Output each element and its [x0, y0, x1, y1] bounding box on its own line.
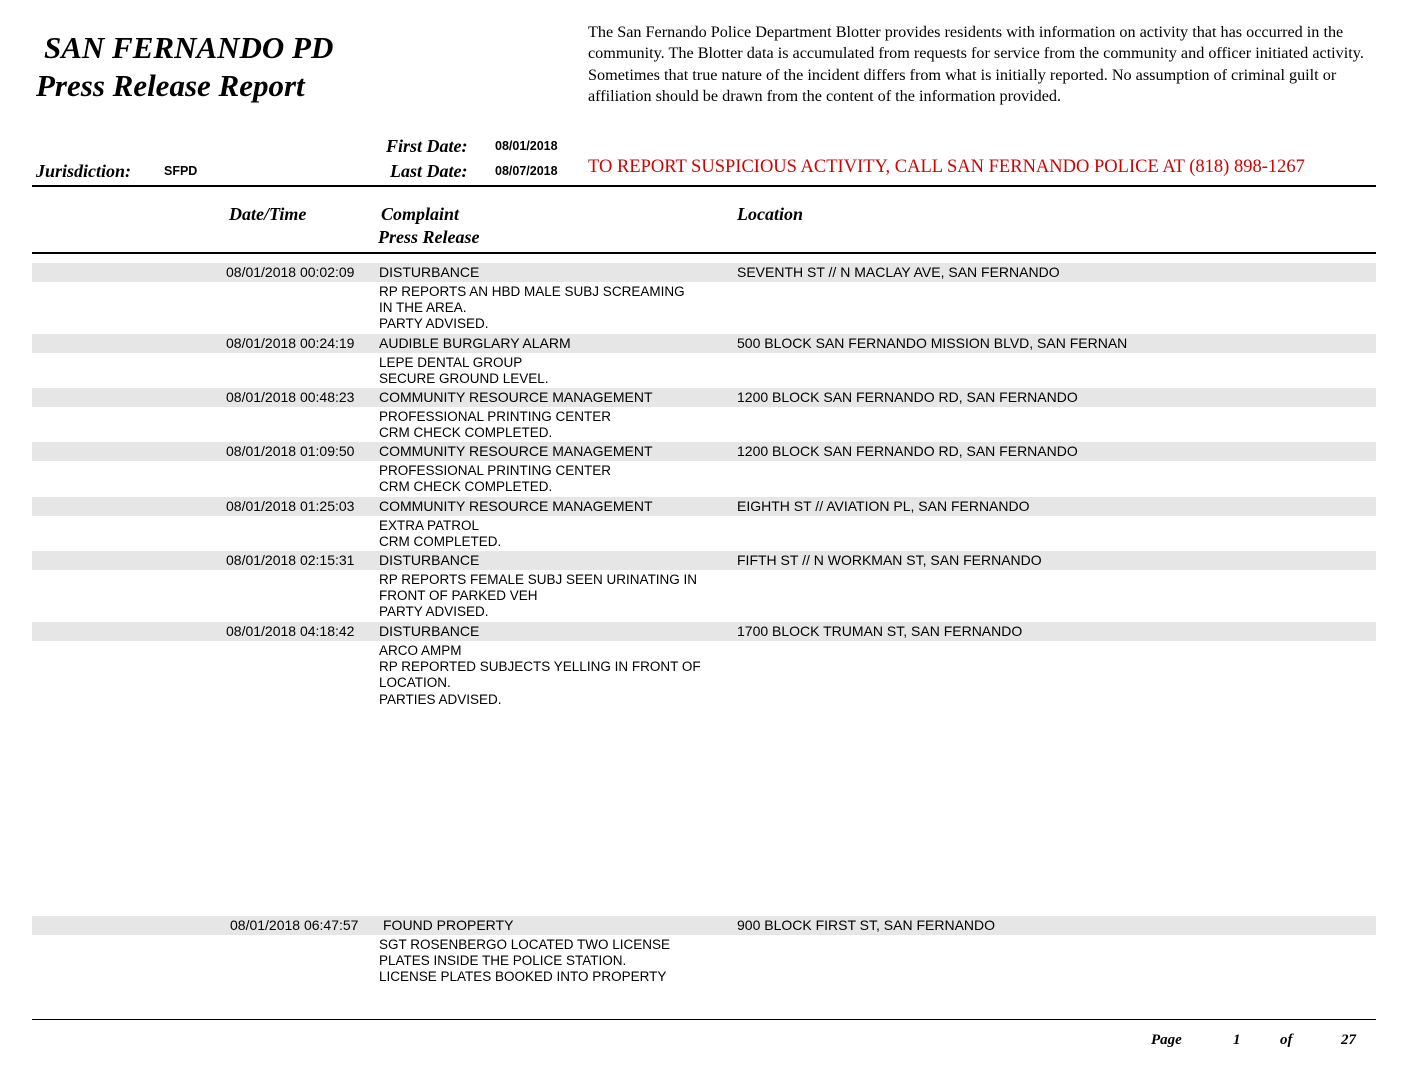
incident-press-release-line: CRM CHECK COMPLETED. [379, 425, 553, 441]
incident-press-release-line: FRONT OF PARKED VEH [379, 588, 538, 604]
incident-location: SEVENTH ST // N MACLAY AVE, SAN FERNANDO [737, 264, 1060, 280]
jurisdiction-label: Jurisdiction: [36, 161, 132, 181]
column-header-location: Location [737, 204, 803, 224]
header-divider [32, 185, 1376, 187]
incident-press-release-line: PARTY ADVISED. [379, 316, 489, 332]
incident-complaint: COMMUNITY RESOURCE MANAGEMENT [379, 389, 653, 405]
agency-name: SAN FERNANDO PD [44, 30, 334, 65]
report-hotline: TO REPORT SUSPICIOUS ACTIVITY, CALL SAN FERNANDO POLICE AT (818) 898-1267 [588, 157, 1305, 177]
incident-datetime: 08/01/2018 01:25:03 [226, 498, 355, 514]
incident-location: 1200 BLOCK SAN FERNANDO RD, SAN FERNANDO [737, 443, 1078, 459]
incident-press-release-line: PARTIES ADVISED. [379, 691, 502, 707]
footer-divider [32, 1019, 1376, 1020]
column-header-divider [32, 252, 1376, 254]
jurisdiction-value: SFPD [164, 164, 198, 178]
incident-press-release-line: CRM COMPLETED. [379, 534, 502, 550]
incident-press-release-line: PROFESSIONAL PRINTING CENTER [379, 409, 612, 424]
incident-complaint: COMMUNITY RESOURCE MANAGEMENT [379, 443, 653, 459]
disclaimer-text: The San Fernando Police Department Blotter provides residents with information on activity that has occurred in the community. The Blotter data is accumulated from requests for service from the community and officer initiated activity. Sometimes that true nature of the incident differs from what is initially reported. No assumption of criminal guilt or affiliation should be drawn from the content of the information provided. [588, 23, 1364, 106]
incident-press-release-line: LOCATION. [379, 675, 451, 691]
total-pages: 27 [1341, 1032, 1356, 1048]
incident-complaint: DISTURBANCE [379, 623, 480, 639]
incident-location: FIFTH ST // N WORKMAN ST, SAN FERNANDO [737, 552, 1042, 568]
incident-datetime: 08/01/2018 06:47:57 [230, 917, 359, 933]
incident-location: 900 BLOCK FIRST ST, SAN FERNANDO [737, 917, 996, 933]
incident-complaint: DISTURBANCE [379, 552, 480, 568]
incident-press-release-line: RP REPORTED SUBJECTS YELLING IN FRONT OF [379, 659, 701, 675]
page-of-label: of [1280, 1032, 1293, 1048]
column-header-press-release: Press Release [378, 227, 480, 247]
incident-location: 1200 BLOCK SAN FERNANDO RD, SAN FERNANDO [737, 389, 1078, 405]
incident-press-release-line: CRM CHECK COMPLETED. [379, 479, 553, 495]
page-number: 1 [1233, 1032, 1241, 1048]
incident-datetime: 08/01/2018 00:48:23 [226, 389, 355, 405]
incident-press-release-line: SECURE GROUND LEVEL. [379, 371, 549, 387]
incident-press-release-line: LICENSE PLATES BOOKED INTO PROPERTY [379, 969, 667, 985]
incident-location: 1700 BLOCK TRUMAN ST, SAN FERNANDO [737, 623, 1023, 639]
incident-complaint: DISTURBANCE [379, 264, 480, 280]
report-title: Press Release Report [36, 68, 305, 103]
incident-press-release-line: PROFESSIONAL PRINTING CENTER [379, 463, 612, 478]
incident-datetime: 08/01/2018 04:18:42 [226, 623, 355, 639]
incident-location: EIGHTH ST // AVIATION PL, SAN FERNANDO [737, 498, 1030, 514]
column-header-datetime: Date/Time [229, 204, 307, 224]
incident-location: 500 BLOCK SAN FERNANDO MISSION BLVD, SAN FERNAN [737, 335, 1128, 351]
incident-complaint: FOUND PROPERTY [383, 917, 514, 933]
incident-press-release-line: ARCO AMPM [379, 643, 462, 658]
incident-press-release-line: SGT ROSENBERGO LOCATED TWO LICENSE [379, 937, 671, 952]
incident-press-release-line: LEPE DENTAL GROUP [379, 355, 523, 370]
incident-complaint: COMMUNITY RESOURCE MANAGEMENT [379, 498, 653, 514]
incident-press-release-line: PLATES INSIDE THE POLICE STATION. [379, 953, 627, 969]
incident-press-release-line: IN THE AREA. [379, 300, 467, 316]
incident-datetime: 08/01/2018 00:24:19 [226, 335, 355, 351]
incident-datetime: 08/01/2018 00:02:09 [226, 264, 355, 280]
incident-press-release-line: RP REPORTS AN HBD MALE SUBJ SCREAMING [379, 284, 685, 299]
column-header-complaint: Complaint [381, 204, 460, 224]
first-date-value: 08/01/2018 [495, 139, 558, 153]
incident-press-release-line: PARTY ADVISED. [379, 604, 489, 620]
incident-datetime: 08/01/2018 01:09:50 [226, 443, 355, 459]
incident-press-release-line: RP REPORTS FEMALE SUBJ SEEN URINATING IN [379, 572, 698, 587]
incident-complaint: AUDIBLE BURGLARY ALARM [379, 335, 571, 351]
first-date-label: First Date: [386, 136, 468, 156]
incident-datetime: 08/01/2018 02:15:31 [226, 552, 355, 568]
incident-press-release-line: EXTRA PATROL [379, 518, 480, 533]
last-date-label: Last Date: [390, 161, 468, 181]
last-date-value: 08/07/2018 [495, 164, 558, 178]
page-label: Page [1151, 1032, 1182, 1048]
